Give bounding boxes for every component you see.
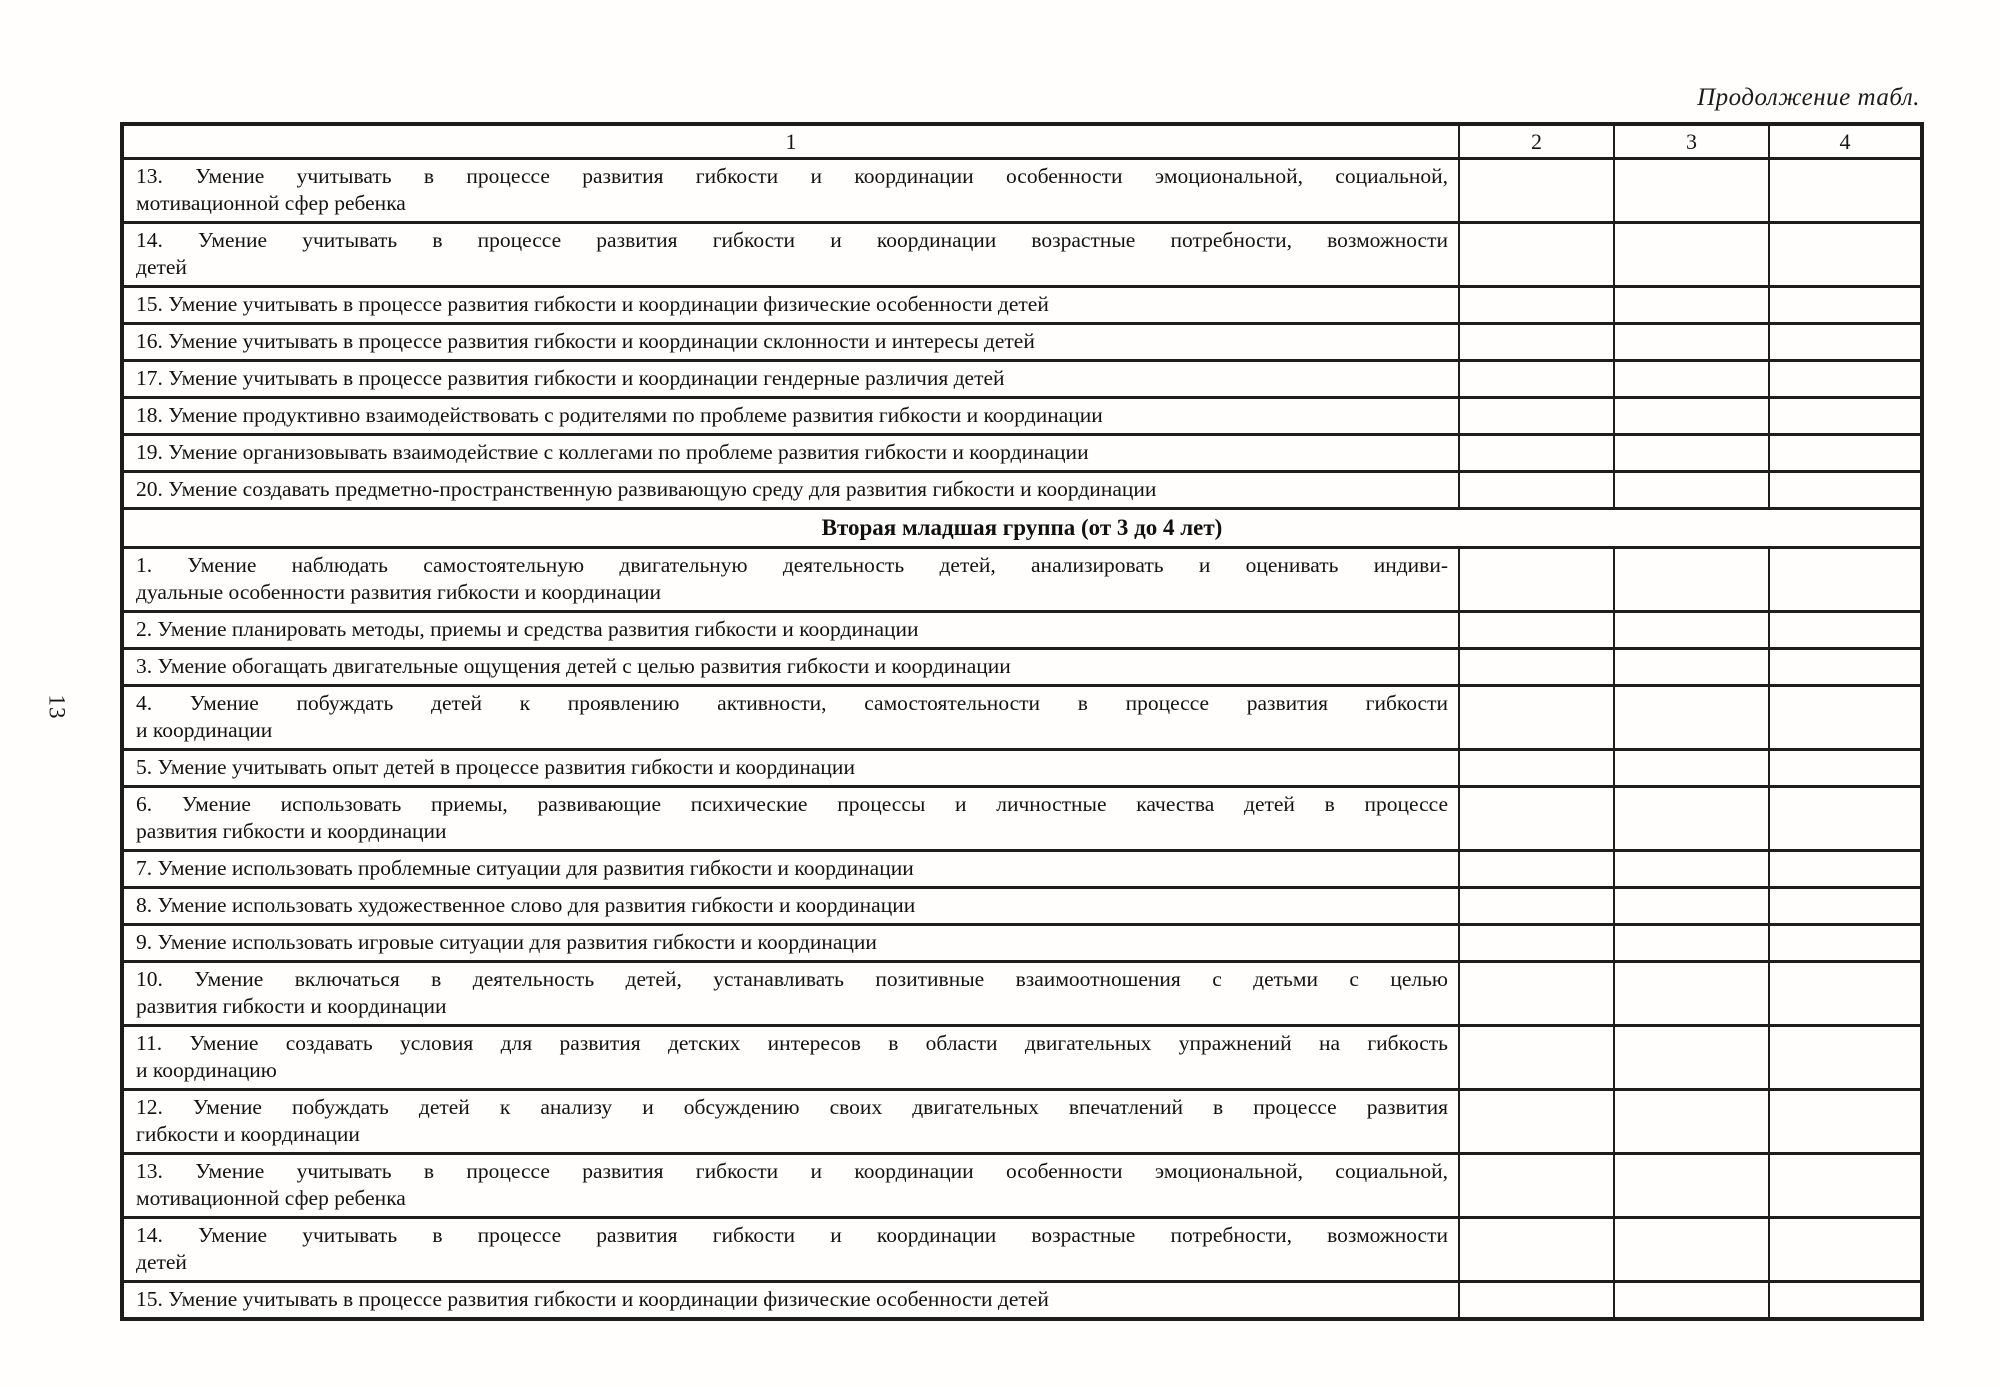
criterion-text-line: 8. Умение использовать художественное слово для развития гибкости и координации bbox=[136, 893, 916, 917]
criterion-text-line: 15. Умение учитывать в процессе развития гибкости и координации физические особенности детей bbox=[136, 292, 1049, 316]
value-cell-col-2 bbox=[1459, 612, 1614, 649]
criterion-text-line: 16. Умение учитывать в процессе развития гибкости и координации склонности и интересы детей bbox=[136, 329, 1035, 353]
value-cell-col-2 bbox=[1459, 1090, 1614, 1154]
criterion-text-cell bbox=[122, 962, 1459, 1026]
value-cell-col-2 bbox=[1459, 159, 1614, 223]
criterion-text-cell bbox=[122, 159, 1459, 223]
criterion-text-line: 5. Умение учитывать опыт детей в процессе развития гибкости и координации bbox=[136, 755, 855, 779]
value-cell-col-4 bbox=[1769, 1154, 1922, 1218]
value-cell-col-2 bbox=[1459, 1154, 1614, 1218]
value-cell-col-3 bbox=[1614, 1090, 1769, 1154]
criterion-text-line: мотивационной сфер ребенка bbox=[136, 1186, 406, 1210]
criterion-row bbox=[122, 287, 1922, 324]
criterion-text-line: и координацию bbox=[136, 1058, 277, 1082]
value-cell-col-4 bbox=[1769, 223, 1922, 287]
value-cell-col-2 bbox=[1459, 1026, 1614, 1090]
value-cell-col-2 bbox=[1459, 649, 1614, 686]
criterion-row bbox=[122, 361, 1922, 398]
criterion-row bbox=[122, 1154, 1922, 1218]
value-cell-col-3 bbox=[1614, 612, 1769, 649]
criterion-text-line: 10. Умение включаться в деятельность детей, устанавливать позитивные взаимоотношения с детьми с целью bbox=[136, 967, 1448, 991]
value-cell-col-2 bbox=[1459, 962, 1614, 1026]
value-cell-col-4 bbox=[1769, 435, 1922, 472]
value-cell-col-4 bbox=[1769, 787, 1922, 851]
criterion-text-cell bbox=[122, 925, 1459, 962]
value-cell-col-3 bbox=[1614, 1218, 1769, 1282]
value-cell-col-2 bbox=[1459, 398, 1614, 435]
value-cell-col-3 bbox=[1614, 1282, 1769, 1320]
criterion-row bbox=[122, 435, 1922, 472]
value-cell-col-3 bbox=[1614, 888, 1769, 925]
criterion-row bbox=[122, 1282, 1922, 1320]
criterion-row bbox=[122, 851, 1922, 888]
criterion-text-line: дуальные особенности развития гибкости и координации bbox=[136, 580, 661, 604]
criterion-text-line: гибкости и координации bbox=[136, 1122, 360, 1146]
criterion-text-line: 2. Умение планировать методы, приемы и средства развития гибкости и координации bbox=[136, 617, 919, 641]
value-cell-col-2 bbox=[1459, 287, 1614, 324]
value-cell-col-3 bbox=[1614, 1026, 1769, 1090]
criterion-text-line: развития гибкости и координации bbox=[136, 819, 447, 843]
criterion-text-cell bbox=[122, 851, 1459, 888]
criterion-text-cell bbox=[122, 548, 1459, 612]
criterion-text-line: 13. Умение учитывать в процессе развития гибкости и координации особенности эмоциональной, социальной, bbox=[136, 164, 1448, 188]
criterion-text-cell bbox=[122, 324, 1459, 361]
criterion-text-line: развития гибкости и координации bbox=[136, 994, 447, 1018]
criterion-text-cell bbox=[122, 472, 1459, 509]
criterion-text-line: 11. Умение создавать условия для развития детских интересов в области двигательных упражнений на гибкость bbox=[136, 1031, 1448, 1055]
value-cell-col-2 bbox=[1459, 686, 1614, 750]
criterion-text-cell bbox=[122, 750, 1459, 787]
value-cell-col-2 bbox=[1459, 472, 1614, 509]
criterion-text-line: мотивационной сфер ребенка bbox=[136, 191, 406, 215]
value-cell-col-3 bbox=[1614, 435, 1769, 472]
criterion-text-line: детей bbox=[136, 1250, 187, 1274]
value-cell-col-2 bbox=[1459, 548, 1614, 612]
criterion-text-line: 3. Умение обогащать двигательные ощущения детей с целью развития гибкости и координации bbox=[136, 654, 1011, 678]
value-cell-col-4 bbox=[1769, 472, 1922, 509]
value-cell-col-4 bbox=[1769, 324, 1922, 361]
page-number: 13 bbox=[44, 694, 70, 720]
criterion-text-line: и координации bbox=[136, 718, 273, 742]
value-cell-col-3 bbox=[1614, 962, 1769, 1026]
column-header-4: 4 bbox=[1769, 124, 1922, 159]
value-cell-col-2 bbox=[1459, 324, 1614, 361]
criterion-text-cell bbox=[122, 361, 1459, 398]
criterion-text-cell bbox=[122, 1026, 1459, 1090]
criterion-text-cell bbox=[122, 223, 1459, 287]
value-cell-col-3 bbox=[1614, 851, 1769, 888]
value-cell-col-2 bbox=[1459, 361, 1614, 398]
value-cell-col-2 bbox=[1459, 787, 1614, 851]
column-header-1: 1 bbox=[122, 124, 1459, 159]
criterion-text-line: 12. Умение побуждать детей к анализу и обсуждению своих двигательных впечатлений в процессе развития bbox=[136, 1095, 1448, 1119]
value-cell-col-2 bbox=[1459, 925, 1614, 962]
criterion-row bbox=[122, 1090, 1922, 1154]
value-cell-col-3 bbox=[1614, 925, 1769, 962]
criterion-text-line: 14. Умение учитывать в процессе развития гибкости и координации возрастные потребности, возможности bbox=[136, 1223, 1448, 1247]
value-cell-col-3 bbox=[1614, 223, 1769, 287]
value-cell-col-4 bbox=[1769, 612, 1922, 649]
value-cell-col-2 bbox=[1459, 1282, 1614, 1320]
criterion-text-line: 20. Умение создавать предметно-пространственную развивающую среду для развития гибкости и координации bbox=[136, 477, 1157, 501]
criterion-text-line: 17. Умение учитывать в процессе развития гибкости и координации гендерные различия детей bbox=[136, 366, 1005, 390]
criterion-text-cell bbox=[122, 888, 1459, 925]
criterion-text-line: 4. Умение побуждать детей к проявлению активности, самостоятельности в процессе развития гибкости bbox=[136, 691, 1448, 715]
criterion-row bbox=[122, 548, 1922, 612]
value-cell-col-4 bbox=[1769, 361, 1922, 398]
section-title-row bbox=[122, 509, 1922, 548]
criterion-text-line: 15. Умение учитывать в процессе развития гибкости и координации физические особенности детей bbox=[136, 1287, 1049, 1311]
value-cell-col-4 bbox=[1769, 287, 1922, 324]
value-cell-col-2 bbox=[1459, 1218, 1614, 1282]
criterion-text-cell bbox=[122, 649, 1459, 686]
criterion-row bbox=[122, 1026, 1922, 1090]
criterion-row bbox=[122, 686, 1922, 750]
criterion-text-line: 6. Умение использовать приемы, развивающие психические процессы и личностные качества детей в процессе bbox=[136, 792, 1448, 816]
criterion-row bbox=[122, 888, 1922, 925]
value-cell-col-4 bbox=[1769, 1026, 1922, 1090]
column-header-row bbox=[122, 124, 1922, 159]
criterion-text-cell bbox=[122, 1154, 1459, 1218]
assessment-table bbox=[120, 122, 1924, 1321]
value-cell-col-2 bbox=[1459, 888, 1614, 925]
value-cell-col-4 bbox=[1769, 750, 1922, 787]
table-header bbox=[122, 124, 1922, 159]
criterion-text-line: детей bbox=[136, 255, 187, 279]
value-cell-col-2 bbox=[1459, 435, 1614, 472]
value-cell-col-4 bbox=[1769, 851, 1922, 888]
criterion-row bbox=[122, 750, 1922, 787]
criterion-row bbox=[122, 925, 1922, 962]
criterion-text-cell bbox=[122, 435, 1459, 472]
column-header-3: 3 bbox=[1614, 124, 1769, 159]
criterion-text-cell bbox=[122, 686, 1459, 750]
criterion-row bbox=[122, 787, 1922, 851]
value-cell-col-4 bbox=[1769, 925, 1922, 962]
value-cell-col-4 bbox=[1769, 649, 1922, 686]
criterion-row bbox=[122, 223, 1922, 287]
criterion-text-line: 14. Умение учитывать в процессе развития гибкости и координации возрастные потребности, возможности bbox=[136, 228, 1448, 252]
criterion-text-line: 13. Умение учитывать в процессе развития гибкости и координации особенности эмоциональной, социальной, bbox=[136, 1159, 1448, 1183]
criterion-text-cell bbox=[122, 612, 1459, 649]
value-cell-col-3 bbox=[1614, 548, 1769, 612]
criterion-row bbox=[122, 324, 1922, 361]
value-cell-col-3 bbox=[1614, 787, 1769, 851]
value-cell-col-3 bbox=[1614, 1154, 1769, 1218]
criterion-text-line: 18. Умение продуктивно взаимодействовать с родителями по проблеме развития гибкости и координации bbox=[136, 403, 1103, 427]
criterion-text-cell bbox=[122, 1218, 1459, 1282]
value-cell-col-3 bbox=[1614, 159, 1769, 223]
criterion-row bbox=[122, 159, 1922, 223]
criterion-text-cell bbox=[122, 398, 1459, 435]
criterion-text-line: 1. Умение наблюдать самостоятельную двигательную деятельность детей, анализировать и оценивать индиви- bbox=[136, 553, 1448, 577]
value-cell-col-3 bbox=[1614, 361, 1769, 398]
value-cell-col-4 bbox=[1769, 962, 1922, 1026]
value-cell-col-2 bbox=[1459, 750, 1614, 787]
criterion-text-line: 7. Умение использовать проблемные ситуации для развития гибкости и координации bbox=[136, 856, 914, 880]
value-cell-col-4 bbox=[1769, 686, 1922, 750]
value-cell-col-3 bbox=[1614, 472, 1769, 509]
value-cell-col-4 bbox=[1769, 159, 1922, 223]
value-cell-col-3 bbox=[1614, 750, 1769, 787]
criterion-row bbox=[122, 1218, 1922, 1282]
value-cell-col-4 bbox=[1769, 1282, 1922, 1320]
table-continuation-label: Продолжение табл. bbox=[1697, 84, 1920, 111]
value-cell-col-4 bbox=[1769, 1090, 1922, 1154]
value-cell-col-2 bbox=[1459, 851, 1614, 888]
column-header-2: 2 bbox=[1459, 124, 1614, 159]
criterion-row bbox=[122, 962, 1922, 1026]
value-cell-col-2 bbox=[1459, 223, 1614, 287]
criterion-text-line: 9. Умение использовать игровые ситуации для развития гибкости и координации bbox=[136, 930, 877, 954]
section-title: Вторая младшая группа (от 3 до 4 лет) bbox=[122, 509, 1922, 548]
value-cell-col-3 bbox=[1614, 686, 1769, 750]
criterion-row bbox=[122, 612, 1922, 649]
criterion-row bbox=[122, 398, 1922, 435]
value-cell-col-3 bbox=[1614, 324, 1769, 361]
value-cell-col-4 bbox=[1769, 398, 1922, 435]
value-cell-col-4 bbox=[1769, 888, 1922, 925]
criterion-text-cell bbox=[122, 287, 1459, 324]
value-cell-col-4 bbox=[1769, 1218, 1922, 1282]
criterion-row bbox=[122, 472, 1922, 509]
value-cell-col-3 bbox=[1614, 287, 1769, 324]
value-cell-col-3 bbox=[1614, 649, 1769, 686]
criterion-text-cell bbox=[122, 1282, 1459, 1320]
value-cell-col-4 bbox=[1769, 548, 1922, 612]
criterion-row bbox=[122, 649, 1922, 686]
criterion-text-line: 19. Умение организовывать взаимодействие с коллегами по проблеме развития гибкости и координации bbox=[136, 440, 1089, 464]
criterion-text-cell bbox=[122, 1090, 1459, 1154]
value-cell-col-3 bbox=[1614, 398, 1769, 435]
criterion-text-cell bbox=[122, 787, 1459, 851]
table-body bbox=[122, 159, 1922, 1320]
